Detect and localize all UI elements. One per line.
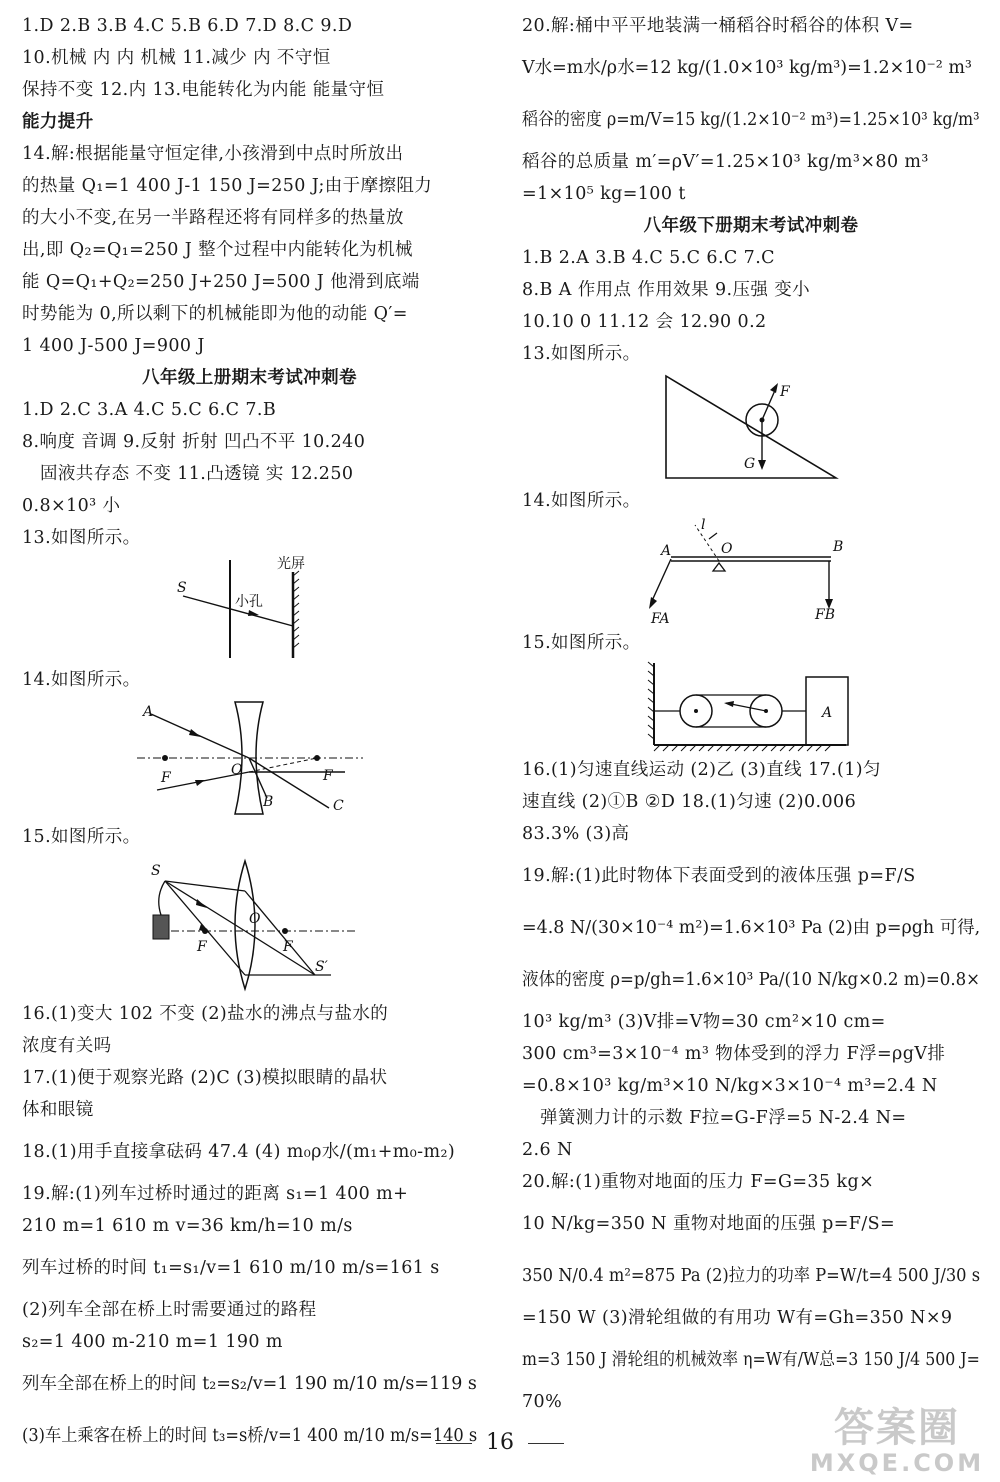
text-line: 16.(1)匀速直线运动 (2)乙 (3)直线 17.(1)匀 [522, 760, 881, 780]
text-line: 15.如图所示。 [522, 633, 641, 653]
text-line: 固液共存态 不变 11.凸透镜 实 12.250 [40, 464, 354, 484]
text-line: 1.B 2.A 3.B 4.C 5.C 6.C 7.C [522, 248, 775, 268]
concave-label-f2: F [322, 768, 333, 784]
text-line: 10 N/kg=350 N 重物对地面的压强 p=F/S= [522, 1214, 896, 1234]
concave-label-b: B [262, 794, 273, 810]
text-line: 1 400 J-500 J=900 J [22, 336, 205, 356]
concave-label-a: A [142, 704, 153, 720]
text-line: 19.解:(1)列车过桥时通过的距离 s₁=1 400 m+ [22, 1184, 409, 1204]
text-line: 弹簧测力计的示数 F拉=G-F浮=5 N-2.4 N= [540, 1108, 907, 1128]
text-line: 14.如图所示。 [22, 670, 141, 690]
text-line: 的大小不变,在另一半路程还将有同样多的热量放 [22, 208, 404, 228]
text-line: 14.如图所示。 [522, 491, 641, 511]
text-line: 20.解:桶中平平地装满一桶稻谷时稻谷的体积 V= [522, 16, 914, 36]
convex-label-f1: F [196, 939, 207, 955]
text-line: 0.8×10³ 小 [22, 496, 121, 516]
section-heading: 八年级上册期末考试冲刺卷 [142, 368, 357, 388]
text-line: 350 N/0.4 m²=875 Pa (2)拉力的功率 P=W/t=4 500 J/30 s [522, 1266, 981, 1286]
lever-label-o: O [721, 541, 733, 557]
figure-concave_lens [135, 696, 365, 821]
lever-label-fb: FB [815, 607, 836, 623]
text-line: 19.解:(1)此时物体下表面受到的液体压强 p=F/S [522, 866, 916, 886]
text-line: 20.解:(1)重物对地面的压力 F=G=35 kg× [522, 1172, 875, 1192]
text-line: 83.3% (3)高 [522, 824, 630, 844]
figure-pulley [646, 659, 856, 754]
lever-label-l: l [701, 517, 706, 533]
page-number-text: 16 [486, 1430, 514, 1455]
figure-lever [651, 517, 851, 627]
text-line: 保持不变 12.内 13.电能转化为内能 能量守恒 [22, 80, 385, 100]
text-line: 列车全部在桥上的时间 t₂=s₂/v=1 190 m/10 m/s=119 s [22, 1374, 477, 1394]
text-line: 10.机械 内 内 机械 11.减少 内 不守恒 [22, 48, 331, 68]
text-line: 稻谷的总质量 m′=ρV′=1.25×10³ kg/m³×80 m³ [522, 152, 929, 172]
concave-label-f1: F [160, 770, 171, 786]
text-line: 1.D 2.C 3.A 4.C 5.C 6.C 7.B [22, 400, 277, 420]
text-line: 能 Q=Q₁+Q₂=250 J+250 J=500 J 他滑到底端 [22, 272, 420, 292]
text-line: 速直线 (2)①B ②D 18.(1)匀速 (2)0.006 [522, 792, 857, 812]
text-line: 17.(1)便于观察光路 (2)C (3)模拟眼睛的晶状 [22, 1068, 388, 1088]
text-line: 浓度有关吗 [22, 1036, 112, 1056]
text-line: 出,即 Q₂=Q₁=250 J 整个过程中内能转化为机械 [22, 240, 413, 260]
text-line: 2.6 N [522, 1140, 573, 1160]
text-line: 列车过桥的时间 t₁=s₁/v=1 610 m/10 m/s=161 s [22, 1258, 440, 1278]
convex-label-o: O [248, 911, 260, 927]
text-line: 10³ kg/m³ (3)V排=V物=30 cm²×10 cm= [522, 1012, 886, 1032]
text-line: 稻谷的密度 ρ=m/V=15 kg/(1.2×10⁻² m³)=1.25×10³ kg/m³ [522, 110, 980, 130]
figure-pinhole [175, 554, 325, 664]
text-line: 210 m=1 610 m v=36 km/h=10 m/s [22, 1216, 353, 1236]
text-line: 体和眼镜 [22, 1100, 94, 1120]
watermark-line2: MXQE.COM [809, 1449, 985, 1477]
text-line: 液体的密度 ρ=p/gh=1.6×10³ Pa/(10 N/kg×0.2 m)=0.8× [522, 970, 981, 990]
text-line: =150 W (3)滑轮组做的有用功 W有=Gh=350 N×9 [522, 1308, 953, 1328]
text-line: s₂=1 400 m-210 m=1 190 m [22, 1332, 283, 1352]
incline-label-g: G [744, 456, 756, 472]
text-line: (3)车上乘客在桥上的时间 t₃=s桥/v=1 400 m/10 m/s=140 s [22, 1426, 478, 1446]
convex-label-s: S [150, 863, 161, 879]
text-line: 13.如图所示。 [522, 344, 641, 364]
lever-label-b: B [833, 539, 844, 555]
concave-label-o: O [230, 762, 242, 778]
text-line: 能力提升 [22, 112, 94, 132]
text-line: =0.8×10³ kg/m³×10 N/kg×3×10⁻⁴ m³=2.4 N [522, 1076, 938, 1096]
figure-incline [656, 370, 846, 485]
pulley-label-a: A [822, 705, 833, 721]
text-line: 14.解:根据能量守恒定律,小孩滑到中点时所放出 [22, 144, 404, 164]
figure-convex_lens [135, 853, 365, 998]
lever-label-fa: FA [651, 611, 670, 627]
pinhole-label-screen: 光屏 [276, 556, 305, 572]
text-line: 10.10 0 11.12 会 12.90 0.2 [522, 312, 767, 332]
watermark-line1: 答案圈 [834, 1405, 960, 1451]
text-line: 8.响度 音调 9.反射 折射 凹凸不平 10.240 [22, 432, 366, 452]
concave-label-c: C [332, 798, 344, 814]
right-column [522, 10, 980, 1418]
text-line: m=3 150 J 滑轮组的机械效率 η=W有/W总=3 150 J/4 500 J= [522, 1350, 980, 1370]
section-heading: 八年级下册期末考试冲刺卷 [643, 216, 859, 236]
convex-label-s2: S′ [314, 959, 328, 975]
pinhole-label-s: S [176, 580, 187, 596]
text-line: 1.D 2.B 3.B 4.C 5.B 6.D 7.D 8.C 9.D [22, 16, 353, 36]
text-line: 时势能为 0,所以剩下的机械能即为他的动能 Q′= [22, 304, 408, 324]
left-column [22, 10, 477, 1462]
text-line: V水=m水/ρ水=12 kg/(1.0×10³ kg/m³)=1.2×10⁻² m³ [522, 58, 972, 78]
convex-label-f2: F [282, 939, 293, 955]
pinhole-label-hole: 小孔 [234, 594, 263, 610]
text-line: =1×10⁵ kg=100 t [522, 184, 686, 204]
lever-label-a: A [661, 543, 672, 559]
text-line: 的热量 Q₁=1 400 J-1 150 J=250 J;由于摩擦阻力 [22, 176, 433, 196]
text-line: 15.如图所示。 [22, 827, 141, 847]
text-line: 8.B A 作用点 作用效果 9.压强 变小 [522, 280, 811, 300]
text-line: (2)列车全部在桥上时需要通过的路程 [22, 1300, 317, 1320]
text-line: 70% [522, 1392, 563, 1412]
incline-label-f: F [780, 384, 790, 400]
text-line: 300 cm³=3×10⁻⁴ m³ 物体受到的浮力 F浮=ρgV排 [522, 1044, 946, 1064]
text-line: 16.(1)变大 102 不变 (2)盐水的沸点与盐水的 [22, 1004, 389, 1024]
text-line: 18.(1)用手直接拿砝码 47.4 (4) m₀ρ水/(m₁+m₀-m₂) [22, 1142, 456, 1162]
text-line: 13.如图所示。 [22, 528, 141, 548]
text-line: =4.8 N/(30×10⁻⁴ m²)=1.6×10³ Pa (2)由 p=ρgh 可得, [522, 918, 981, 938]
watermark [802, 1406, 992, 1476]
